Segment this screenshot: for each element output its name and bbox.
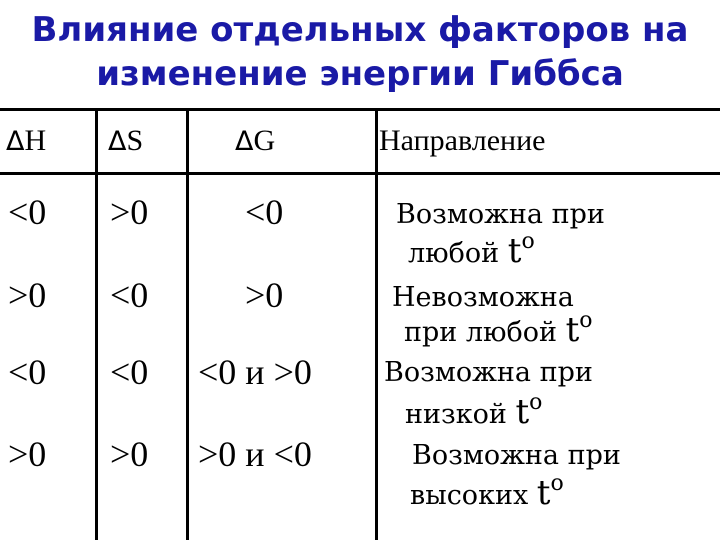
- direction-text: высоких: [410, 480, 529, 511]
- row-1-dg: <0: [245, 192, 284, 232]
- row-1-direction-line-1: Возможна при: [396, 199, 605, 230]
- delta-symbol: Δ: [235, 126, 254, 157]
- header-divider: [0, 172, 720, 175]
- row-2-ds: <0: [110, 275, 149, 315]
- header-letter: H: [24, 124, 47, 157]
- delta-symbol: Δ: [6, 126, 25, 157]
- degree-mark: o: [550, 471, 564, 496]
- row-3-direction-line-2: [405, 390, 543, 432]
- title-line-2: изменение энергии Гиббса: [96, 54, 624, 94]
- row-4-direction-line-2: [410, 471, 564, 513]
- header-letter: S: [126, 124, 144, 157]
- degree-mark: o: [521, 229, 535, 254]
- header-letter: G: [253, 124, 276, 157]
- header-delta-h: [6, 121, 46, 162]
- row-1-dh: <0: [8, 192, 47, 232]
- row-3-direction-line-1: Возможна при: [384, 357, 593, 388]
- temperature-symbol: t: [515, 392, 530, 432]
- temperature-symbol: t: [565, 310, 580, 350]
- degree-mark: o: [529, 390, 543, 415]
- direction-text: любой: [408, 238, 500, 269]
- direction-text: низкой: [405, 399, 507, 430]
- row-3-dh: <0: [8, 352, 47, 392]
- row-3-dg: <0 и >0: [198, 352, 312, 392]
- direction-text: при любой: [404, 317, 558, 348]
- page-title: [0, 8, 720, 96]
- row-4-ds: >0: [110, 434, 149, 474]
- row-2-dg: >0: [245, 275, 284, 315]
- table-top-border: [0, 108, 720, 111]
- temperature-symbol: t: [536, 473, 551, 513]
- row-4-direction-line-1: Возможна при: [412, 440, 621, 471]
- row-1-ds: >0: [110, 192, 149, 232]
- row-3-ds: <0: [110, 352, 149, 392]
- row-2-dh: >0: [8, 275, 47, 315]
- row-4-dg: >0 и <0: [198, 434, 312, 474]
- temperature-symbol: t: [507, 231, 522, 271]
- column-divider-3: [375, 110, 378, 540]
- header-delta-s: [108, 121, 143, 162]
- delta-symbol: Δ: [108, 126, 127, 157]
- header-direction: Направление: [379, 124, 546, 157]
- column-divider-2: [186, 110, 189, 540]
- row-4-dh: >0: [8, 434, 47, 474]
- row-2-direction-line-2: [404, 308, 593, 350]
- title-line-1: Влияние отдельных факторов на: [31, 10, 689, 50]
- header-delta-g: [235, 121, 275, 162]
- row-2-direction-line-1: Невозможна: [392, 282, 574, 313]
- column-divider-1: [95, 110, 98, 540]
- row-1-direction-line-2: [408, 229, 535, 271]
- degree-mark: o: [579, 308, 593, 333]
